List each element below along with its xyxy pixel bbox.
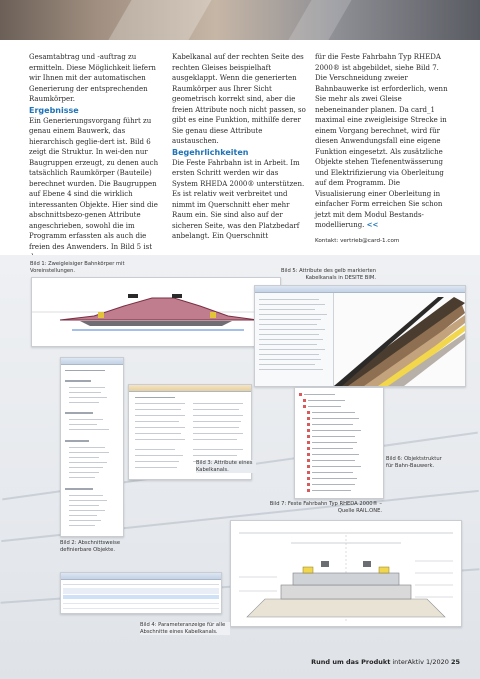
3d-track-model-image (334, 293, 465, 386)
section-heading-ergebnisse: Ergebnisse (29, 105, 79, 115)
footer-section: Rund um das Produkt (311, 658, 391, 666)
text-column-1 (29, 52, 163, 263)
window-titlebar (129, 385, 251, 392)
paragraph (315, 52, 449, 231)
window-titlebar (61, 573, 221, 580)
caption-bild-1: Bild 1: Zweigleisiger Bahnkörper mit Voreinstellungen. (30, 261, 125, 274)
header-light-streak (288, 0, 351, 40)
table-header (63, 588, 219, 594)
section-heading-begehrlichkeiten: Begehrlichkeiten (172, 147, 249, 157)
caption-bild-3: Bild 3: Attribute eines Kabelkanals. (196, 460, 256, 473)
figure-bild-2 (60, 357, 124, 537)
paragraph: Ein Generierungsvorgang führt zu genau einem Bauwerk, das hierarchisch geglie-dert ist. Bild 6 zeigt die Struktur. In wei-den nur Baugruppen erzeugt, zu denen auch tatsächlich Raumkörper (Bauteile) berechnet wurden. Die Baugruppen auf Ebene 4 sind die wirklich interessanten Objekte. Hier sind die abschnittsbezo-genen Attribute angeschrieben, sowohl die im Programm erfassten als auch die freien des Anwenders. In Bild 5 ist (29, 116, 159, 251)
caption-bild-7: Bild 7: Feste Fahrbahn Typ RHEDA 2000® – Quelle RAIL.ONE. (269, 501, 382, 514)
window-titlebar (61, 358, 123, 365)
object-tree-image (295, 388, 383, 498)
figure-bild-6 (294, 387, 384, 499)
contact-line: Kontakt: vertrieb@card-1.com (315, 237, 400, 244)
page-footer (311, 658, 460, 666)
paragraph: Die Feste Fahrbahn ist in Arbeit. Im ersten Schritt werden wir das System RHEDA 2000® unterstützen. Es ist relativ weit verbreitet und nimmt im Querschnitt eher mehr Raum ein. Sie sind also auf der sicheren Seite, was den Platzbedarf anbelangt. Ein Querschnitt (172, 158, 305, 240)
caption-bild-4: Bild 4: Parameteranzeige für alle Abschnitte eines Kabelkanals. (140, 622, 230, 635)
figure-bild-5 (254, 285, 466, 387)
figure-bild-4 (60, 572, 222, 614)
caption-bild-5: Bild 5: Attribute des gelb markierten Kabelkanals in DESITE BIM. (281, 268, 376, 281)
paragraph: Kabelkanal auf der rechten Seite des rechten Gleises beispielhaft ausgeklappt. Wenn die generierten Raumkörper aus Ihrer Sicht geometrisch korrekt sind, aber die freien Attribute noch nicht passen, so gibt es eine Funktion, mithilfe derer Sie genau diese Attribute austauschen. (172, 53, 306, 145)
header-image-band (0, 0, 480, 40)
rheda-cross-section-drawing (231, 521, 461, 626)
window-titlebar (255, 286, 465, 293)
text-column-3 (315, 52, 449, 246)
figure-bild-7 (230, 520, 462, 627)
header-light-streak (108, 0, 211, 40)
footer-issue: interAktiv 1/2020 (392, 658, 449, 666)
table-row-selected (63, 595, 219, 599)
attribute-list-panel (255, 293, 334, 386)
text-column-2 (172, 52, 306, 242)
paragraph: Gesamtabtrag und -auftrag zu ermitteln. Diese Möglichkeit liefern wir Ihnen mit der automatischen Generierung der entsprechenden Raumkörper. (29, 53, 156, 103)
track-cross-section-image (32, 278, 280, 346)
page-number: 25 (450, 658, 460, 666)
end-marker: << (366, 220, 379, 229)
caption-bild-2: Bild 2: Abschnittsweise definierbare Objekte. (60, 540, 121, 553)
figure-bild-1 (31, 277, 281, 347)
paragraph-text: für die Feste Fahrbahn Typ RHEDA 2000® ist abgebildet, siehe Bild 7. Die Verschneidung zweier Bahnbauwerke ist erforderlich, wenn Sie mehr als zwei Gleise nebeneinander planen. Da card_1 maximal eine zweigleisige Strecke in einem Vorgang berechnet, wird für diesen Anwendungsfall eine eigene Funktion eingesetzt. Als zusätzliche Objekte stehen Tiefenentwässerung und Elektrifizierung via Oberleitung auf dem Programm. Die Visualisierung einer Oberleitung in einfacher Form erreichen Sie schon jetzt mit dem Modul Bestands-modellierung. (315, 53, 448, 229)
caption-bild-6: Bild 6: Objektstruktur für Bahn-Bauwerk. (386, 456, 442, 469)
